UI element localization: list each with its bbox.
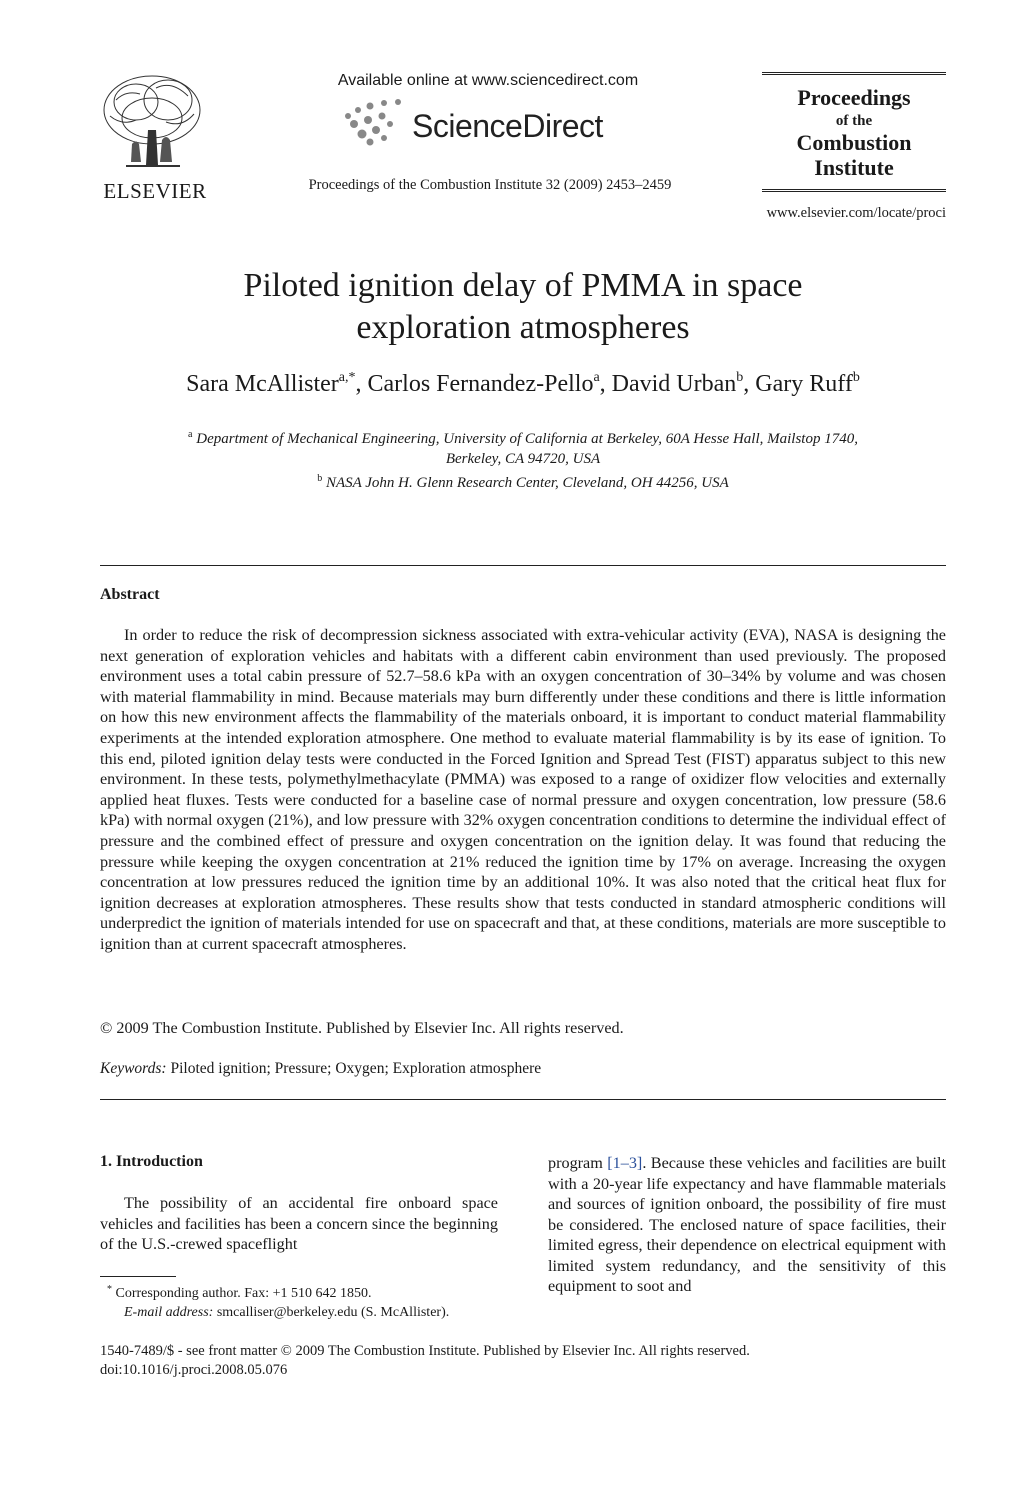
author-separator: , — [743, 371, 756, 397]
footnote — [100, 1280, 505, 1322]
intro-paragraph-col2 — [548, 1153, 946, 1297]
abstract-copyright: © 2009 The Combustion Institute. Published by Elsevier Inc. All rights reserved. — [100, 1019, 624, 1037]
affiliation-label: a — [188, 429, 193, 440]
intro-col2-post: . Because these vehicles and facilities are built with a 20-year life expectancy and have flammable materials and sources of ignition onboard, the possibility of fire must be considered. The enclosed nature of space facilities, their limited egress, their dependence on electrical equipment with limited system redundancy, and the sensitivity of this equipment to soot and — [548, 1154, 946, 1295]
keywords-list: Piloted ignition; Pressure; Oxygen; Exploration atmosphere — [170, 1060, 542, 1077]
section-heading: 1. Introduction — [100, 1153, 203, 1170]
affiliation-b — [100, 469, 946, 493]
journal-citation: Proceedings of the Combustion Institute 32 (2009) 2453–2459 — [308, 177, 672, 193]
abstract-text: In order to reduce the risk of decompression sickness associated with extra-vehicular activity (EVA), NASA is designing the next generation of exploration vehicles and habitats with a different cabin environment than used previously. The proposed environment uses a total cabin pressure of 52.7–58.6 kPa with an oxygen concentration of 30–34% by volume and was chosen with material flammability in mind. Because materials may burn differently under these conditions and there is little information on how this new environment affects the flammability of the materials onboard, it is important to conduct material flammability experiments at the intended exploration atmosphere. One method to evaluate material flammability is by its ease of ignition. To this end, piloted ignition delay tests were conducted in the Forced Ignition and Spread Test (FIST) apparatus subject to this new environment. In these tests, polymethylmethacylate (PMMA) was exposed to a range of oxidizer flow velocities and externally applied heat fluxes. Tests were conducted for a baseline case of normal pressure and oxygen concentration, low pressure (58.6 kPa) with normal oxygen (21%), and low pressure with 32% oxygen concentration conditions to determine the individual effect of pressure and the combined effect of pressure and oxygen concentration on the ignition delay. It was found that reducing the pressure while keeping the oxygen concentration at 21% reduced the ignition time by 17% on average. Increasing the oxygen concentration at low pressures reduced the ignition time by an additional 10%. It was also noted that the critical heat flux for ignition decreases at exploration atmospheres. These results show that tests conducted in standard atmospheric conditions will underpredict the ignition of materials intended for use on spacecraft and that, at these conditions, materials are more susceptible to ignition than at current spacecraft atmospheres. — [100, 626, 946, 953]
keywords — [100, 1060, 541, 1078]
citation-link[interactable]: [1–3] — [607, 1154, 643, 1172]
elsevier-logo — [96, 70, 214, 203]
abstract-heading: Abstract — [100, 586, 160, 603]
available-online-text[interactable]: Available online at www.sciencedirect.com — [337, 72, 639, 89]
title-line2: exploration atmospheres — [356, 309, 690, 346]
intro-paragraph-col1: The possibility of an accidental fire onboard space vehicles and facilities has been a concern since the beginning of the U.S.-crewed spaceflight — [100, 1194, 498, 1253]
affiliation-a-line1: Department of Mechanical Engineering, University of California at Berkeley, 60A Hesse Hall, Mailstop 1740, — [196, 431, 858, 447]
author-affil-marker[interactable]: b — [736, 370, 744, 385]
affiliation-b-line1: NASA John H. Glenn Research Center, Cleveland, OH 44256, USA — [325, 475, 729, 491]
intro-col2-pre: program — [548, 1154, 608, 1172]
author-name: Sara McAllister — [186, 371, 339, 397]
affiliation-a-line2: Berkeley, CA 94720, USA — [445, 451, 601, 467]
affiliation-a — [100, 425, 946, 449]
author-name: David Urban — [611, 371, 737, 397]
footnote-email-label: E-mail address: — [124, 1305, 214, 1320]
sciencedirect-brand: ScienceDirect — [412, 108, 603, 144]
journal-box-line2: of the — [835, 113, 873, 129]
footnote-corresponding: Corresponding author. Fax: +1 510 642 1850. — [115, 1286, 372, 1301]
title-line1: Piloted ignition delay of PMMA in space — [243, 267, 803, 304]
affiliation-label: b — [317, 473, 323, 484]
author-name: Carlos Fernandez-Pello — [367, 371, 594, 397]
author-list — [100, 370, 946, 398]
publisher-logo-text: ELSEVIER — [103, 179, 207, 203]
elsevier-tree-icon — [96, 70, 208, 172]
front-matter — [100, 1342, 750, 1380]
front-matter-line1: 1540-7489/$ - see front matter © 2009 The Combustion Institute. Published by Elsevier Inc. All rights reserved. — [100, 1343, 750, 1359]
doi-link[interactable]: doi:10.1016/j.proci.2008.05.076 — [100, 1362, 288, 1378]
footnote-divider — [100, 1276, 176, 1277]
author-separator: , — [355, 371, 368, 397]
divider — [100, 1099, 946, 1100]
journal-box-line1: Proceedings — [797, 85, 911, 110]
keywords-label: Keywords: — [100, 1060, 167, 1077]
affiliations — [100, 425, 946, 493]
divider — [100, 565, 946, 566]
author-affil-marker[interactable]: a,* — [338, 370, 356, 385]
footnote-email[interactable]: smcalliser@berkeley.edu (S. McAllister). — [216, 1305, 450, 1320]
journal-box-line4: Institute — [814, 155, 894, 180]
author-separator: , — [599, 371, 612, 397]
journal-title-box — [762, 72, 946, 192]
journal-url-link[interactable]: www.elsevier.com/locate/proci — [766, 205, 946, 221]
journal-box-line3: Combustion — [796, 130, 912, 155]
author-affil-marker[interactable]: a — [593, 370, 600, 385]
sciencedirect-dots-icon — [340, 98, 410, 146]
footnote-marker: * — [107, 1284, 112, 1295]
author-name: Gary Ruff — [755, 371, 853, 397]
author-affil-marker[interactable]: b — [852, 370, 860, 385]
article-title — [100, 265, 946, 349]
